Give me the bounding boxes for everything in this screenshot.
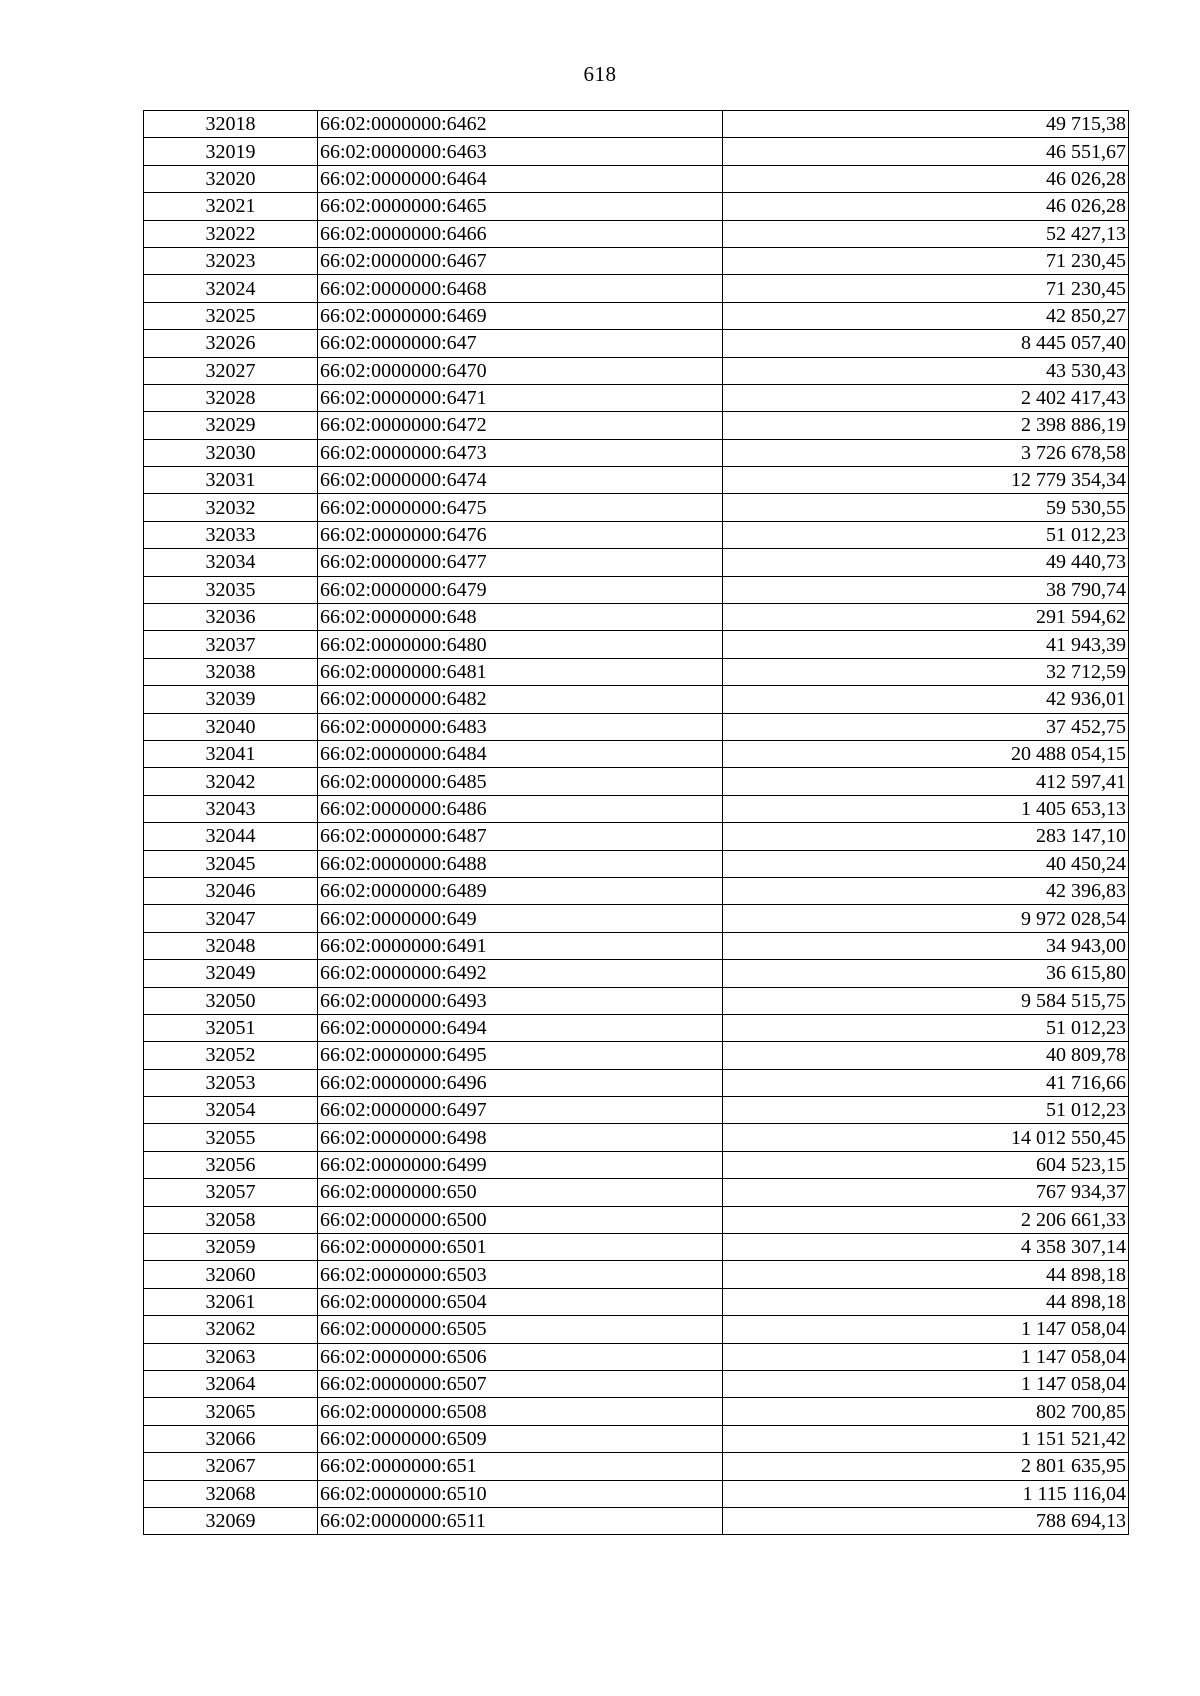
table-row	[144, 1042, 1129, 1069]
row-number: 32050	[144, 987, 318, 1014]
cadastral-value: 14 012 550,45	[723, 1124, 1129, 1151]
cadastral-number: 66:02:0000000:6493	[318, 987, 723, 1014]
cadastral-number: 66:02:0000000:6462	[318, 111, 723, 138]
table-row	[144, 686, 1129, 713]
table-row	[144, 302, 1129, 329]
cadastral-value: 283 147,10	[723, 823, 1129, 850]
table-row	[144, 987, 1129, 1014]
table-row	[144, 1425, 1129, 1452]
cadastral-value: 291 594,62	[723, 604, 1129, 631]
table-row	[144, 1316, 1129, 1343]
row-number: 32023	[144, 247, 318, 274]
cadastral-value: 40 450,24	[723, 850, 1129, 877]
cadastral-number: 66:02:0000000:650	[318, 1179, 723, 1206]
table-row	[144, 220, 1129, 247]
cadastral-number: 66:02:0000000:6499	[318, 1151, 723, 1178]
cadastral-value: 1 147 058,04	[723, 1343, 1129, 1370]
row-number: 32053	[144, 1069, 318, 1096]
cadastral-value: 71 230,45	[723, 275, 1129, 302]
registry-table	[143, 110, 1129, 1535]
cadastral-number: 66:02:0000000:6495	[318, 1042, 723, 1069]
row-number: 32044	[144, 823, 318, 850]
table-row	[144, 823, 1129, 850]
row-number: 32036	[144, 604, 318, 631]
cadastral-number: 66:02:0000000:6510	[318, 1480, 723, 1507]
cadastral-number: 66:02:0000000:6474	[318, 467, 723, 494]
row-number: 32067	[144, 1453, 318, 1480]
row-number: 32026	[144, 330, 318, 357]
row-number: 32042	[144, 768, 318, 795]
cadastral-number: 66:02:0000000:6494	[318, 1014, 723, 1041]
cadastral-number: 66:02:0000000:6487	[318, 823, 723, 850]
table-row	[144, 1288, 1129, 1315]
cadastral-value: 3 726 678,58	[723, 439, 1129, 466]
cadastral-value: 52 427,13	[723, 220, 1129, 247]
cadastral-value: 2 801 635,95	[723, 1453, 1129, 1480]
table-row	[144, 740, 1129, 767]
cadastral-number: 66:02:0000000:6465	[318, 193, 723, 220]
cadastral-number: 66:02:0000000:6475	[318, 494, 723, 521]
row-number: 32063	[144, 1343, 318, 1370]
cadastral-value: 51 012,23	[723, 1014, 1129, 1041]
table-row	[144, 1480, 1129, 1507]
cadastral-value: 37 452,75	[723, 713, 1129, 740]
cadastral-value: 2 402 417,43	[723, 384, 1129, 411]
row-number: 32021	[144, 193, 318, 220]
cadastral-number: 66:02:0000000:6480	[318, 631, 723, 658]
table-row	[144, 1507, 1129, 1534]
cadastral-number: 66:02:0000000:6467	[318, 247, 723, 274]
cadastral-value: 9 972 028,54	[723, 905, 1129, 932]
table-row	[144, 1398, 1129, 1425]
cadastral-value: 34 943,00	[723, 932, 1129, 959]
cadastral-number: 66:02:0000000:649	[318, 905, 723, 932]
table-row	[144, 138, 1129, 165]
cadastral-number: 66:02:0000000:6501	[318, 1234, 723, 1261]
cadastral-value: 604 523,15	[723, 1151, 1129, 1178]
table-row	[144, 1370, 1129, 1397]
cadastral-value: 41 943,39	[723, 631, 1129, 658]
cadastral-value: 9 584 515,75	[723, 987, 1129, 1014]
row-number: 32062	[144, 1316, 318, 1343]
table-row	[144, 576, 1129, 603]
cadastral-value: 71 230,45	[723, 247, 1129, 274]
cadastral-value: 51 012,23	[723, 1097, 1129, 1124]
row-number: 32061	[144, 1288, 318, 1315]
cadastral-value: 38 790,74	[723, 576, 1129, 603]
table-row	[144, 549, 1129, 576]
table-row	[144, 1453, 1129, 1480]
table-row	[144, 275, 1129, 302]
table-row	[144, 658, 1129, 685]
table-row	[144, 1124, 1129, 1151]
row-number: 32028	[144, 384, 318, 411]
row-number: 32043	[144, 795, 318, 822]
cadastral-value: 42 850,27	[723, 302, 1129, 329]
cadastral-value: 12 779 354,34	[723, 467, 1129, 494]
cadastral-value: 41 716,66	[723, 1069, 1129, 1096]
cadastral-value: 1 151 521,42	[723, 1425, 1129, 1452]
page-number: 618	[583, 62, 617, 86]
row-number: 32058	[144, 1206, 318, 1233]
row-number: 32059	[144, 1234, 318, 1261]
registry-table-body	[144, 111, 1129, 1535]
table-row	[144, 1069, 1129, 1096]
cadastral-number: 66:02:0000000:6505	[318, 1316, 723, 1343]
row-number: 32032	[144, 494, 318, 521]
row-number: 32041	[144, 740, 318, 767]
cadastral-value: 1 147 058,04	[723, 1316, 1129, 1343]
cadastral-number: 66:02:0000000:651	[318, 1453, 723, 1480]
row-number: 32035	[144, 576, 318, 603]
row-number: 32031	[144, 467, 318, 494]
cadastral-value: 49 715,38	[723, 111, 1129, 138]
row-number: 32057	[144, 1179, 318, 1206]
table-row	[144, 1343, 1129, 1370]
row-number: 32039	[144, 686, 318, 713]
table-row	[144, 905, 1129, 932]
cadastral-number: 66:02:0000000:6479	[318, 576, 723, 603]
cadastral-number: 66:02:0000000:6485	[318, 768, 723, 795]
cadastral-value: 788 694,13	[723, 1507, 1129, 1534]
cadastral-number: 66:02:0000000:6492	[318, 960, 723, 987]
cadastral-number: 66:02:0000000:6463	[318, 138, 723, 165]
row-number: 32064	[144, 1370, 318, 1397]
table-row	[144, 1097, 1129, 1124]
row-number: 32045	[144, 850, 318, 877]
cadastral-value: 4 358 307,14	[723, 1234, 1129, 1261]
cadastral-number: 66:02:0000000:6511	[318, 1507, 723, 1534]
cadastral-value: 412 597,41	[723, 768, 1129, 795]
cadastral-number: 66:02:0000000:6472	[318, 412, 723, 439]
table-row	[144, 1261, 1129, 1288]
row-number: 32046	[144, 877, 318, 904]
cadastral-number: 66:02:0000000:6508	[318, 1398, 723, 1425]
cadastral-value: 44 898,18	[723, 1288, 1129, 1315]
table-row	[144, 247, 1129, 274]
cadastral-number: 66:02:0000000:6473	[318, 439, 723, 466]
cadastral-value: 49 440,73	[723, 549, 1129, 576]
cadastral-number: 66:02:0000000:6484	[318, 740, 723, 767]
cadastral-value: 40 809,78	[723, 1042, 1129, 1069]
cadastral-value: 36 615,80	[723, 960, 1129, 987]
row-number: 32049	[144, 960, 318, 987]
cadastral-value: 8 445 057,40	[723, 330, 1129, 357]
row-number: 32065	[144, 1398, 318, 1425]
cadastral-number: 66:02:0000000:6506	[318, 1343, 723, 1370]
cadastral-number: 66:02:0000000:6477	[318, 549, 723, 576]
row-number: 32027	[144, 357, 318, 384]
table-row	[144, 1234, 1129, 1261]
cadastral-number: 66:02:0000000:6497	[318, 1097, 723, 1124]
cadastral-number: 66:02:0000000:6509	[318, 1425, 723, 1452]
cadastral-value: 42 396,83	[723, 877, 1129, 904]
row-number: 32068	[144, 1480, 318, 1507]
cadastral-number: 66:02:0000000:6466	[318, 220, 723, 247]
table-row	[144, 111, 1129, 138]
cadastral-number: 66:02:0000000:6481	[318, 658, 723, 685]
cadastral-number: 66:02:0000000:6471	[318, 384, 723, 411]
cadastral-value: 767 934,37	[723, 1179, 1129, 1206]
cadastral-value: 44 898,18	[723, 1261, 1129, 1288]
row-number: 32024	[144, 275, 318, 302]
cadastral-value: 1 115 116,04	[723, 1480, 1129, 1507]
cadastral-number: 66:02:0000000:6507	[318, 1370, 723, 1397]
cadastral-number: 66:02:0000000:6468	[318, 275, 723, 302]
row-number: 32020	[144, 165, 318, 192]
table-row	[144, 439, 1129, 466]
cadastral-value: 2 206 661,33	[723, 1206, 1129, 1233]
cadastral-value: 802 700,85	[723, 1398, 1129, 1425]
table-row	[144, 330, 1129, 357]
table-row	[144, 1179, 1129, 1206]
row-number: 32056	[144, 1151, 318, 1178]
row-number: 32034	[144, 549, 318, 576]
cadastral-number: 66:02:0000000:647	[318, 330, 723, 357]
row-number: 32052	[144, 1042, 318, 1069]
cadastral-value: 2 398 886,19	[723, 412, 1129, 439]
cadastral-number: 66:02:0000000:6476	[318, 521, 723, 548]
cadastral-value: 46 026,28	[723, 165, 1129, 192]
row-number: 32069	[144, 1507, 318, 1534]
row-number: 32038	[144, 658, 318, 685]
row-number: 32047	[144, 905, 318, 932]
cadastral-number: 66:02:0000000:6464	[318, 165, 723, 192]
cadastral-value: 42 936,01	[723, 686, 1129, 713]
cadastral-number: 66:02:0000000:6496	[318, 1069, 723, 1096]
table-row	[144, 795, 1129, 822]
table-row	[144, 494, 1129, 521]
row-number: 32029	[144, 412, 318, 439]
table-row	[144, 713, 1129, 740]
row-number: 32022	[144, 220, 318, 247]
table-row	[144, 357, 1129, 384]
row-number: 32054	[144, 1097, 318, 1124]
row-number: 32030	[144, 439, 318, 466]
cadastral-value: 20 488 054,15	[723, 740, 1129, 767]
cadastral-value: 32 712,59	[723, 658, 1129, 685]
cadastral-number: 66:02:0000000:6489	[318, 877, 723, 904]
cadastral-number: 66:02:0000000:6500	[318, 1206, 723, 1233]
row-number: 32066	[144, 1425, 318, 1452]
table-row	[144, 467, 1129, 494]
cadastral-value: 43 530,43	[723, 357, 1129, 384]
table-row	[144, 850, 1129, 877]
table-row	[144, 960, 1129, 987]
row-number: 32019	[144, 138, 318, 165]
row-number: 32040	[144, 713, 318, 740]
cadastral-number: 66:02:0000000:648	[318, 604, 723, 631]
cadastral-number: 66:02:0000000:6469	[318, 302, 723, 329]
row-number: 32037	[144, 631, 318, 658]
cadastral-number: 66:02:0000000:6498	[318, 1124, 723, 1151]
table-row	[144, 768, 1129, 795]
cadastral-number: 66:02:0000000:6488	[318, 850, 723, 877]
cadastral-number: 66:02:0000000:6482	[318, 686, 723, 713]
cadastral-value: 1 405 653,13	[723, 795, 1129, 822]
table-row	[144, 1206, 1129, 1233]
table-row	[144, 604, 1129, 631]
table-row	[144, 1151, 1129, 1178]
row-number: 32060	[144, 1261, 318, 1288]
cadastral-value: 46 026,28	[723, 193, 1129, 220]
cadastral-value: 46 551,67	[723, 138, 1129, 165]
row-number: 32033	[144, 521, 318, 548]
table-row	[144, 521, 1129, 548]
table-row	[144, 1014, 1129, 1041]
row-number: 32025	[144, 302, 318, 329]
table-row	[144, 631, 1129, 658]
table-row	[144, 877, 1129, 904]
row-number: 32051	[144, 1014, 318, 1041]
cadastral-number: 66:02:0000000:6491	[318, 932, 723, 959]
cadastral-number: 66:02:0000000:6504	[318, 1288, 723, 1315]
row-number: 32055	[144, 1124, 318, 1151]
cadastral-number: 66:02:0000000:6470	[318, 357, 723, 384]
row-number: 32048	[144, 932, 318, 959]
cadastral-value: 1 147 058,04	[723, 1370, 1129, 1397]
cadastral-number: 66:02:0000000:6486	[318, 795, 723, 822]
cadastral-number: 66:02:0000000:6483	[318, 713, 723, 740]
row-number: 32018	[144, 111, 318, 138]
table-row	[144, 384, 1129, 411]
cadastral-value: 59 530,55	[723, 494, 1129, 521]
table-row	[144, 412, 1129, 439]
cadastral-value: 51 012,23	[723, 521, 1129, 548]
table-row	[144, 193, 1129, 220]
cadastral-number: 66:02:0000000:6503	[318, 1261, 723, 1288]
table-row	[144, 932, 1129, 959]
table-row	[144, 165, 1129, 192]
